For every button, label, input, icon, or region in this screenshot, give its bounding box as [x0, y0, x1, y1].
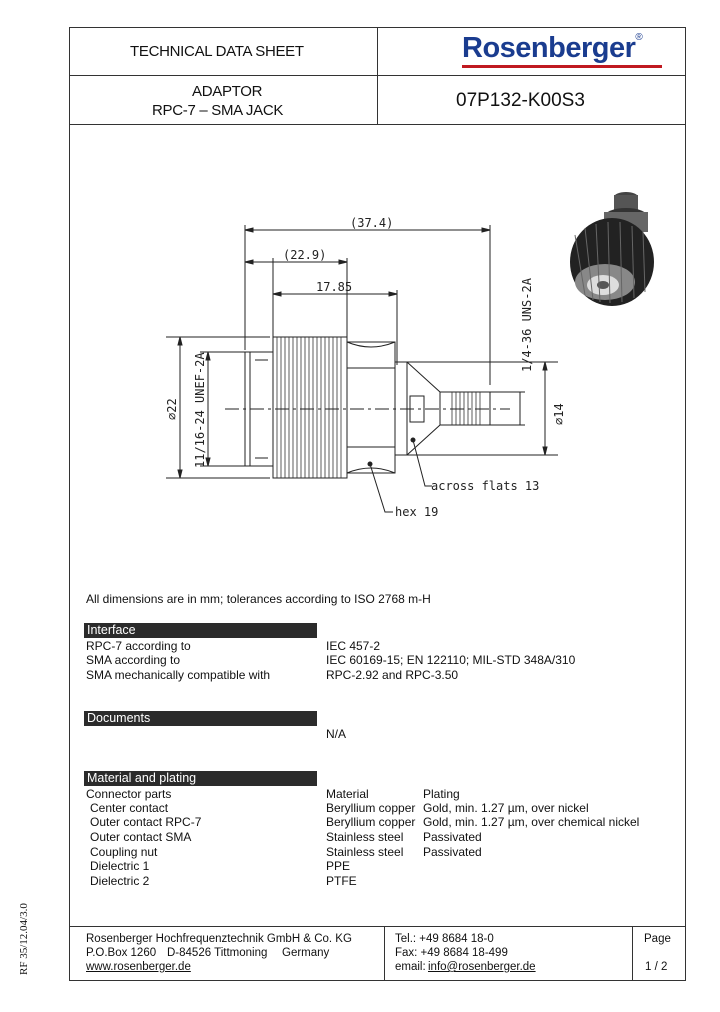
arrow — [178, 470, 182, 478]
footer-fax: Fax: +49 8684 18-499 — [395, 947, 508, 959]
part-name: Dielectric 1 — [90, 859, 150, 873]
footer-tel: Tel.: +49 8684 18-0 — [395, 933, 494, 945]
arrow — [245, 228, 253, 232]
part-plating: Passivated — [423, 845, 482, 859]
part-material: Beryllium copper — [326, 815, 416, 829]
sheet-title: TECHNICAL DATA SHEET — [130, 43, 304, 60]
part-name: Coupling nut — [90, 845, 158, 859]
arrow — [543, 447, 547, 455]
product-line-1: ADAPTOR — [192, 83, 263, 100]
material-header-material: Material — [326, 787, 369, 801]
arrow — [482, 228, 490, 232]
arrow — [178, 337, 182, 345]
footer-website-link[interactable]: www.rosenberger.de — [86, 961, 191, 973]
interface-section-title: Interface — [84, 623, 317, 638]
footer-country: Germany — [282, 947, 330, 959]
hex-label: hex 19 — [395, 505, 439, 519]
part-name: Outer contact RPC-7 — [90, 815, 202, 829]
hex-body — [347, 342, 395, 473]
arrow — [543, 362, 547, 370]
across-flats-label: across flats 13 — [431, 479, 540, 493]
interface-label-2: SMA according to — [86, 653, 181, 667]
part-number: 07P132-K00S3 — [456, 90, 585, 111]
part-name: Center contact — [90, 801, 169, 815]
dim-mid-label: (22.9) — [283, 248, 327, 262]
thread-right-label: 1/4-36 UNS-2A — [520, 278, 534, 372]
part-plating: Gold, min. 1.27 µm, over chemical nickel — [423, 815, 640, 829]
dia22-label: ∅22 — [165, 398, 179, 420]
part-plating: Passivated — [423, 830, 482, 844]
product-line-2: RPC-7 – SMA JACK — [152, 102, 284, 119]
thread-left-label: 11/16-24 UNEF-2A — [193, 352, 207, 468]
dimensions-note: All dimensions are in mm; tolerances according to ISO 2768 m-H — [86, 592, 431, 606]
footer-divider — [69, 926, 686, 927]
part-material: Stainless steel — [326, 845, 404, 859]
part-material: Beryllium copper — [326, 801, 416, 815]
part-material: PPE — [326, 859, 351, 873]
part-material: PTFE — [326, 874, 357, 888]
brand-name: Rosenberger — [462, 32, 636, 64]
part-material: Stainless steel — [326, 830, 404, 844]
material-header-plating: Plating — [423, 787, 460, 801]
footer-city: D-84526 Tittmoning — [167, 947, 268, 959]
arrow — [245, 260, 253, 264]
coupling-nut — [273, 337, 347, 478]
interface-value-2: IEC 60169-15; EN 122110; MIL-STD 348A/310 — [326, 653, 576, 667]
footer-email-link[interactable]: info@rosenberger.de — [428, 961, 536, 973]
dim-overall-label: (37.4) — [350, 216, 394, 230]
arrow — [339, 260, 347, 264]
dim-short-label: 17.85 — [316, 280, 353, 294]
footer-email-label: email: — [395, 961, 426, 973]
product-photo — [570, 192, 654, 306]
part-name: Dielectric 2 — [90, 874, 150, 888]
footer-column-divider-2 — [632, 926, 633, 981]
part-plating: Gold, min. 1.27 µm, over nickel — [423, 801, 589, 815]
footer-column-divider-1 — [384, 926, 385, 981]
material-header-parts: Connector parts — [86, 787, 172, 801]
material-section-title: Material and plating — [84, 771, 317, 786]
document-code: RF 35/12.04/3.0 — [18, 903, 30, 975]
documents-section-title: Documents — [84, 711, 317, 726]
part-name: Outer contact SMA — [90, 830, 192, 844]
footer-page-number: 1 / 2 — [645, 961, 668, 973]
interface-label-3: SMA mechanically compatible with — [86, 668, 271, 682]
interface-value-1: IEC 457-2 — [326, 639, 381, 653]
arrow — [389, 292, 397, 296]
interface-value-3: RPC-2.92 and RPC-3.50 — [326, 668, 459, 682]
documents-value: N/A — [326, 727, 347, 741]
brand-registered-mark: ® — [635, 32, 643, 43]
dia14-label: ∅14 — [552, 403, 566, 425]
footer-company: Rosenberger Hochfrequenztechnik GmbH & Co. KG — [86, 933, 352, 945]
footer-pobox: P.O.Box 1260 — [86, 947, 157, 959]
interface-label-1: RPC-7 according to — [86, 639, 191, 653]
arrow — [273, 292, 281, 296]
footer-page-label: Page — [644, 933, 671, 945]
